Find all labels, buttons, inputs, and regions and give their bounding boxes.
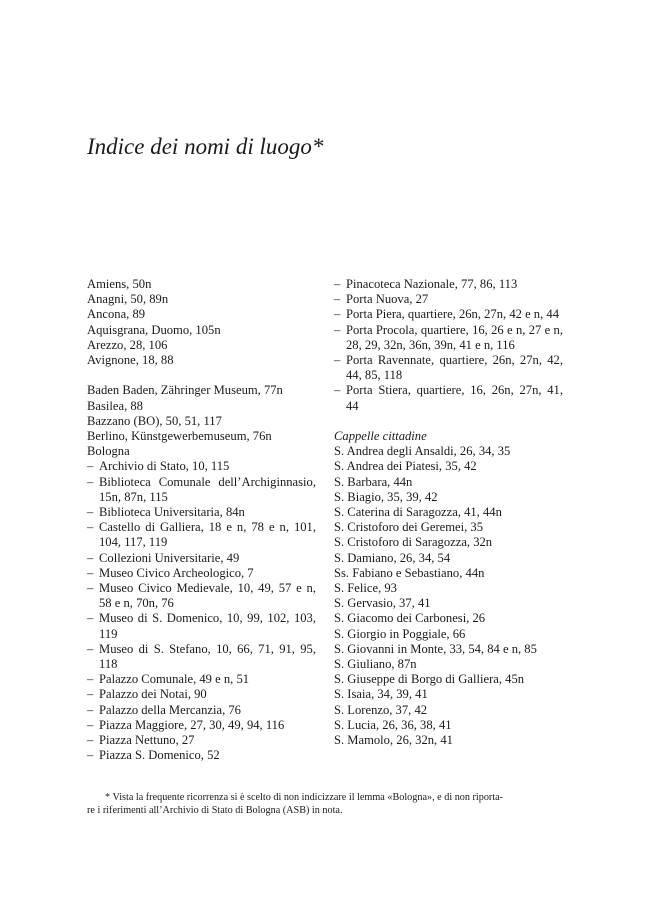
section-gap xyxy=(87,368,316,383)
index-entry xyxy=(87,414,316,429)
index-column-left xyxy=(87,277,316,763)
entry-text: Museo Civico Archeologico, 7 xyxy=(99,565,254,580)
index-entry xyxy=(334,611,563,626)
index-entry xyxy=(87,429,316,444)
entry-text: Anagni, 50, 89n xyxy=(87,292,169,307)
entry-text: Porta Stiera, quartiere, 16, 26n, 27n, 41, 44 xyxy=(346,383,563,413)
entry-text: Ancona, 89 xyxy=(87,307,146,322)
index-entry xyxy=(334,520,563,535)
subentry-dash: – xyxy=(87,581,94,596)
entry-text: Piazza Nettuno, 27 xyxy=(99,733,195,748)
subentry-dash: – xyxy=(334,292,341,307)
index-subentry xyxy=(87,566,316,581)
subentry-dash: – xyxy=(334,277,341,291)
entry-text: S. Andrea dei Piatesi, 35, 42 xyxy=(334,459,477,474)
entry-text: Museo Civico Medievale, 10, 49, 57 e n, 58 e n, 70n, 76 xyxy=(99,581,316,611)
index-entry xyxy=(87,383,316,398)
index-entry xyxy=(334,459,563,474)
entry-text: Aquisgrana, Duomo, 105n xyxy=(87,322,221,337)
entry-text: S. Lucia, 26, 36, 38, 41 xyxy=(334,717,452,732)
entry-text: Piazza S. Domenico, 52 xyxy=(99,748,220,763)
entry-text: Porta Procola, quartiere, 16, 26 e n, 27 e n, 28, 29, 32n, 36n, 39n, 41 e n, 116 xyxy=(346,322,563,352)
index-subentry xyxy=(334,292,563,307)
entry-text: S. Biagio, 35, 39, 42 xyxy=(334,489,438,504)
index-subentry xyxy=(87,505,316,520)
entry-text: Piazza Maggiore, 27, 30, 49, 94, 116 xyxy=(99,717,285,732)
entry-text: Bologna xyxy=(87,444,130,459)
subentry-dash: – xyxy=(334,353,341,368)
subentry-dash: – xyxy=(87,520,94,535)
index-entry xyxy=(87,444,316,459)
index-subentry xyxy=(87,687,316,702)
subentry-dash: – xyxy=(87,748,94,763)
entry-text: S. Damiano, 26, 34, 54 xyxy=(334,550,451,565)
subentry-dash: – xyxy=(87,717,94,732)
index-subentry xyxy=(87,551,316,566)
index-subentry xyxy=(87,475,316,505)
page-title: Indice dei nomi di luogo* xyxy=(87,134,324,159)
index-subentry xyxy=(87,611,316,641)
entry-text: Biblioteca Comunale dell’Archiginnasio, 15n, 87n, 115 xyxy=(99,474,316,504)
index-subentry xyxy=(87,520,316,550)
index-subentry xyxy=(87,672,316,687)
entry-text: S. Giuseppe di Borgo di Galliera, 45n xyxy=(334,672,525,687)
entry-text: S. Gervasio, 37, 41 xyxy=(334,596,431,611)
index-entry xyxy=(334,672,563,687)
index-subentry xyxy=(334,307,563,322)
entry-text: S. Giorgio in Poggiale, 66 xyxy=(334,626,466,641)
index-entry xyxy=(334,687,563,702)
index-entry xyxy=(334,535,563,550)
index-entry xyxy=(87,338,316,353)
index-entry xyxy=(334,581,563,596)
subentry-dash: – xyxy=(87,565,94,580)
subentry-dash: – xyxy=(87,702,94,717)
subentry-dash: – xyxy=(87,641,94,656)
entry-text: Arezzo, 28, 106 xyxy=(87,337,168,352)
entry-text: Collezioni Universitarie, 49 xyxy=(99,550,240,565)
entry-text: Berlino, Künstgewerbemuseum, 76n xyxy=(87,429,272,444)
entry-text: Bazzano (BO), 50, 51, 117 xyxy=(87,413,222,428)
entry-text: Porta Piera, quartiere, 26n, 27n, 42 e n, 44 xyxy=(346,307,559,322)
entry-text: Palazzo della Mercanzia, 76 xyxy=(99,702,241,717)
entry-text: S. Felice, 93 xyxy=(334,581,397,596)
entry-text: Museo di S. Domenico, 10, 99, 102, 103, 119 xyxy=(99,611,316,641)
entry-text: S. Barbara, 44n xyxy=(334,474,413,489)
footnote-line-1: * Vista la frequente ricorrenza si è scelto di non indicizzare il lemma «Bologna», e di non riporta- xyxy=(105,792,504,803)
index-subentry xyxy=(87,718,316,733)
index-column-right xyxy=(334,277,563,748)
entry-text: Museo di S. Stefano, 10, 66, 71, 91, 95, 118 xyxy=(99,641,316,672)
index-entry xyxy=(334,566,563,581)
index-subentry xyxy=(87,581,316,611)
entry-text: Porta Ravennate, quartiere, 26n, 27n, 42, 44, 85, 118 xyxy=(346,353,563,383)
subentry-dash: – xyxy=(87,611,94,626)
entry-text: S. Giuliano, 87n xyxy=(334,657,417,672)
subentry-dash: – xyxy=(334,307,341,322)
index-entry xyxy=(334,490,563,505)
index-entry xyxy=(334,642,563,657)
index-subentry xyxy=(87,642,316,672)
index-entry xyxy=(334,718,563,733)
index-entry xyxy=(334,596,563,611)
section-gap xyxy=(334,414,563,429)
index-entry xyxy=(87,292,316,307)
entry-text: S. Giovanni in Monte, 33, 54, 84 e n, 85 xyxy=(334,641,537,656)
index-entry xyxy=(87,323,316,338)
entry-text: Ss. Fabiano e Sebastiano, 44n xyxy=(334,565,485,580)
entry-text: Palazzo dei Notai, 90 xyxy=(99,687,207,702)
entry-text: S. Isaia, 34, 39, 41 xyxy=(334,687,428,702)
entry-text: Porta Nuova, 27 xyxy=(346,292,429,307)
index-entry xyxy=(87,277,316,292)
entry-text: S. Cristoforo di Saragozza, 32n xyxy=(334,535,493,550)
subentry-dash: – xyxy=(87,474,94,489)
entry-text: Avignone, 18, 88 xyxy=(87,353,174,368)
entry-text: Palazzo Comunale, 49 e n, 51 xyxy=(99,672,250,687)
entry-text: S. Mamolo, 26, 32n, 41 xyxy=(334,733,453,748)
index-entry xyxy=(334,733,563,748)
index-entry xyxy=(334,444,563,459)
subentry-dash: – xyxy=(87,733,94,748)
entry-text: Archivio di Stato, 10, 115 xyxy=(99,459,230,474)
entry-text: Cappelle cittadine xyxy=(334,429,427,444)
entry-text: S. Cristoforo dei Geremei, 35 xyxy=(334,520,483,535)
index-entry xyxy=(334,475,563,490)
entry-text: Baden Baden, Zähringer Museum, 77n xyxy=(87,383,283,398)
index-entry xyxy=(334,505,563,520)
subentry-dash: – xyxy=(87,505,94,520)
index-subentry xyxy=(334,383,563,413)
index-entry xyxy=(87,399,316,414)
index-subentry xyxy=(334,353,563,383)
index-entry xyxy=(334,703,563,718)
index-subentry xyxy=(334,323,563,353)
footnote-line-2: re i riferimenti all’Archivio di Stato di Bologna (ASB) in nota. xyxy=(87,805,343,816)
subentry-dash: – xyxy=(87,550,94,565)
index-subentry xyxy=(87,459,316,474)
subentry-dash: – xyxy=(334,383,341,398)
index-subentry xyxy=(87,703,316,718)
subentry-dash: – xyxy=(87,459,94,474)
subentry-dash: – xyxy=(87,672,94,687)
index-section-heading xyxy=(334,429,563,444)
entry-text: S. Lorenzo, 37, 42 xyxy=(334,702,428,717)
index-entry xyxy=(87,307,316,322)
entry-text: S. Caterina di Saragozza, 41, 44n xyxy=(334,505,502,520)
index-subentry xyxy=(87,733,316,748)
entry-text: Castello di Galliera, 18 e n, 78 e n, 101, 104, 117, 119 xyxy=(99,520,316,550)
entry-text: S. Giacomo dei Carbonesi, 26 xyxy=(334,611,486,626)
index-entry xyxy=(87,353,316,368)
subentry-dash: – xyxy=(334,322,341,337)
entry-text: Biblioteca Universitaria, 84n xyxy=(99,505,245,520)
entry-text: Pinacoteca Nazionale, 77, 86, 113 xyxy=(346,277,518,291)
footnote xyxy=(87,791,563,817)
entry-text: Amiens, 50n xyxy=(87,277,152,291)
index-subentry xyxy=(87,748,316,763)
index-entry xyxy=(334,657,563,672)
index-subentry xyxy=(334,277,563,292)
entry-text: S. Andrea degli Ansaldi, 26, 34, 35 xyxy=(334,444,511,459)
subentry-dash: – xyxy=(87,687,94,702)
entry-text: Basilea, 88 xyxy=(87,398,143,413)
index-entry xyxy=(334,627,563,642)
index-entry xyxy=(334,551,563,566)
